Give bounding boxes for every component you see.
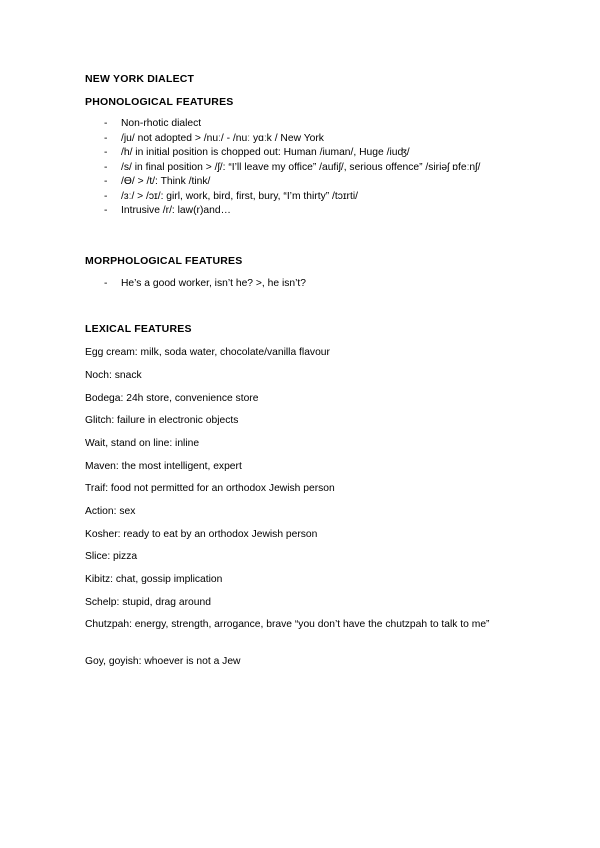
lexical-item: Egg cream: milk, soda water, chocolate/vanilla flavour (85, 347, 330, 358)
document-title: NEW YORK DIALECT (85, 73, 195, 85)
list-item: - /ɜː/ > /ɔɪ/: girl, work, bird, first, bury, “I’m thirty” /tɔɪrti/ (104, 190, 524, 205)
lexical-item: Kibitz: chat, gossip implication (85, 574, 223, 585)
list-item: - Intrusive /r/: law(r)and… (104, 204, 524, 219)
lexical-item: Action: sex (85, 506, 136, 517)
list-item: - Non-rhotic dialect (104, 117, 524, 132)
lexical-item: Traif: food not permitted for an orthodox Jewish person (85, 483, 335, 494)
lexical-item: Goy, goyish: whoever is not a Jew (85, 656, 241, 667)
lexical-item: Noch: snack (85, 370, 142, 381)
lexical-item: Maven: the most intelligent, expert (85, 461, 242, 472)
lexical-item: Kosher: ready to eat by an orthodox Jewish person (85, 529, 318, 540)
phonological-list (104, 117, 524, 219)
list-item: - /Ɵ/ > /t/: Think /tink/ (104, 175, 524, 190)
phonological-heading: PHONOLOGICAL FEATURES (85, 96, 234, 108)
list-item: - He’s a good worker, isn’t he? >, he isn’t? (104, 277, 524, 292)
lexical-item: Glitch: failure in electronic objects (85, 415, 239, 426)
list-item: - /h/ in initial position is chopped out: Human /iuman/, Huge /iuʤ/ (104, 146, 524, 161)
morphological-list (104, 277, 524, 292)
lexical-item: Schelp: stupid, drag around (85, 597, 211, 608)
list-item: - /s/ in final position > /ʃ/: “I’ll leave my office” /aufiʃ/, serious offence” /siriəʃ ɒfeːnʃ/ (104, 161, 524, 176)
morphological-heading: MORPHOLOGICAL FEATURES (85, 255, 243, 267)
lexical-item: Wait, stand on line: inline (85, 438, 200, 449)
list-item: - /ju/ not adopted > /nuː/ - /nuː yɑːk / New York (104, 132, 524, 147)
lexical-heading: LEXICAL FEATURES (85, 323, 192, 335)
lexical-item: Chutzpah: energy, strength, arrogance, brave “you don’t have the chutzpah to talk to me” (85, 619, 490, 630)
lexical-item: Bodega: 24h store, convenience store (85, 393, 259, 404)
lexical-item: Slice: pizza (85, 551, 138, 562)
